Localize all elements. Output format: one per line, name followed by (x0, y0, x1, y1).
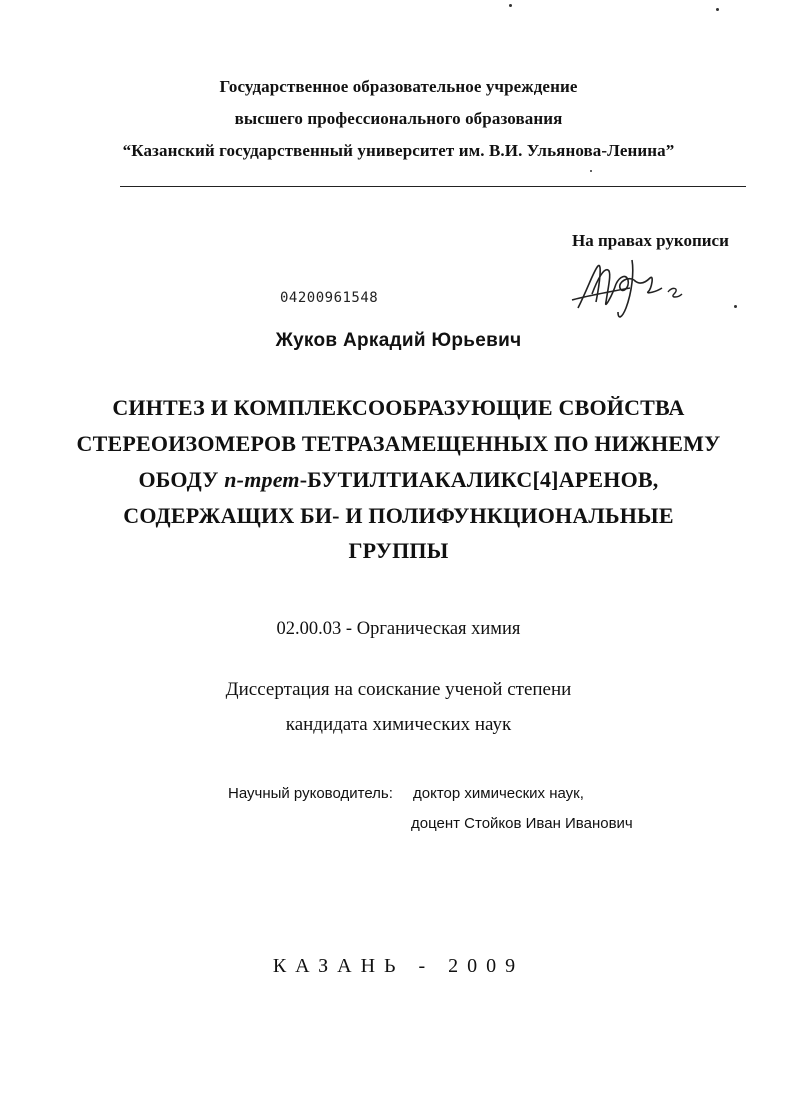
specialty: 02.00.03 - Органическая химия (276, 619, 521, 639)
author-name: Жуков Аркадий Юрьевич (275, 330, 522, 351)
scan-speck (716, 8, 719, 11)
barcode-number: 04200961548 (280, 290, 379, 306)
title-line-3-italic: п-трет (224, 467, 300, 492)
institution-line-2: высшего профессионального образования (234, 109, 563, 128)
author-signature (568, 258, 688, 322)
title-line-4: СОДЕРЖАЩИХ БИ- И ПОЛИФУНКЦИОНАЛЬНЫЕ (123, 503, 674, 528)
supervisor-name: доцент Стойков Иван Иванович (411, 815, 633, 832)
title-line-3-prefix: ОБОДУ (138, 467, 225, 492)
title-line-1: СИНТЕЗ И КОМПЛЕКСООБРАЗУЮЩИЕ СВОЙСТВА (112, 395, 685, 420)
scan-speck (590, 170, 592, 172)
supervisor-degree: доктор химических наук, (413, 785, 584, 802)
thesis-line-2: кандидата химических наук (285, 714, 512, 735)
title-line-3 (0, 467, 797, 493)
scan-speck (509, 4, 512, 7)
title-line-3-suffix: -БУТИЛТИАКАЛИКС[4]АРЕНОВ, (299, 467, 659, 492)
city-year: КАЗАНЬ - 2009 (272, 955, 525, 977)
institution-line-3: “Казанский государственный университет им. В.И. Ульянова-Ленина” (122, 141, 675, 160)
supervisor-label: Научный руководитель: (228, 785, 393, 802)
header-divider (120, 186, 746, 187)
title-line-2: СТЕРЕОИЗОМЕРОВ ТЕТРАЗАМЕЩЕННЫХ ПО НИЖНЕМУ (76, 431, 721, 456)
title-line-5: ГРУППЫ (348, 538, 449, 563)
scan-speck (734, 305, 737, 308)
thesis-line-1: Диссертация на соискание ученой степени (225, 679, 572, 700)
rights-note: На правах рукописи (572, 231, 729, 250)
institution-line-1: Государственное образовательное учреждение (219, 77, 578, 96)
